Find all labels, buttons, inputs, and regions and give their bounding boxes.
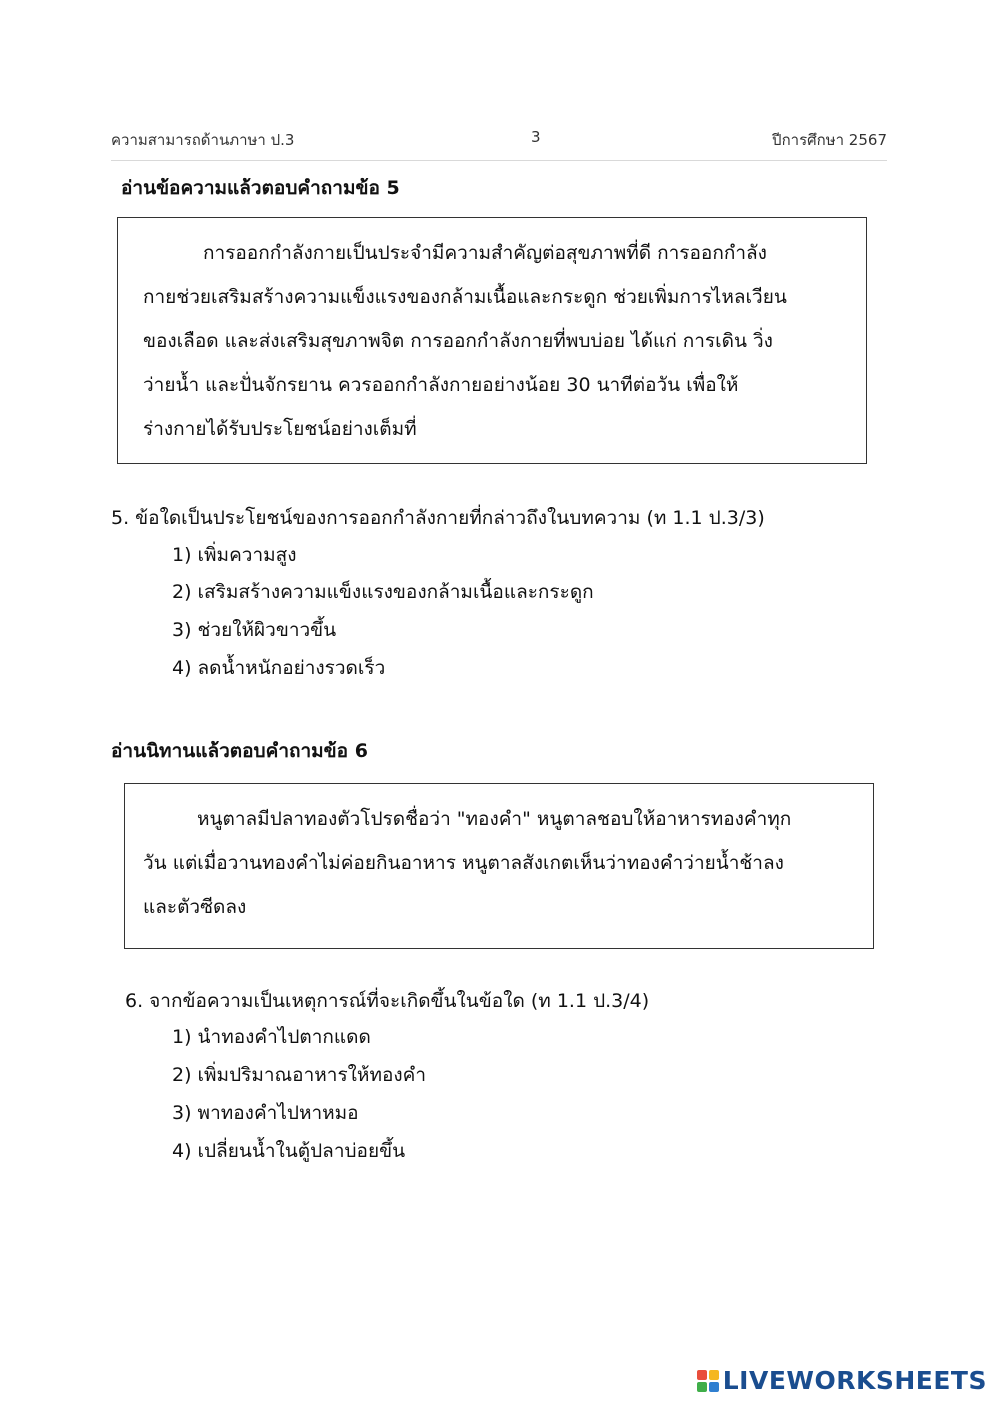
section-1-passage-box — [117, 217, 867, 464]
passage-line: วัน แต่เมื่อวานทองคำไม่ค่อยกินอาหาร หนูตาลสังเกตเห็นว่าทองคำว่ายน้ำช้าลง — [143, 852, 784, 874]
section-2-title: อ่านนิทานแล้วตอบคำถามข้อ 6 — [111, 740, 368, 762]
question-6: 6. จากข้อความเป็นเหตุการณ์ที่จะเกิดขึ้นในข้อใด (ท 1.1 ป.3/4) — [125, 990, 650, 1012]
brand-name: LIVEWORKSHEETS — [722, 1366, 987, 1395]
passage-line: การออกกำลังกายเป็นประจำมีความสำคัญต่อสุขภาพที่ดี การออกกำลัง — [203, 242, 767, 264]
passage-line: ร่างกายได้รับประโยชน์อย่างเต็มที่ — [143, 418, 417, 440]
passage-line: ว่ายน้ำ และปั่นจักรยาน ควรออกกำลังกายอย่างน้อย 30 นาทีต่อวัน เพื่อให้ — [143, 374, 739, 396]
question-5-option-4[interactable]: 4) ลดน้ำหนักอย่างรวดเร็ว — [172, 657, 386, 679]
liveworksheets-logo-icon — [697, 1370, 719, 1392]
question-5-option-3[interactable]: 3) ช่วยให้ผิวขาวขึ้น — [172, 619, 337, 641]
header-academic-year: ปีการศึกษา 2567 — [772, 131, 887, 149]
section-1-title: อ่านข้อความแล้วตอบคำถามข้อ 5 — [121, 177, 400, 199]
question-6-option-1[interactable]: 1) นำทองคำไปตากแดด — [172, 1026, 371, 1048]
question-6-option-3[interactable]: 3) พาทองคำไปหาหมอ — [172, 1102, 359, 1124]
passage-line: กายช่วยเสริมสร้างความแข็งแรงของกล้ามเนื้อและกระดูก ช่วยเพิ่มการไหลเวียน — [143, 286, 787, 308]
header-page-number: 3 — [531, 128, 541, 146]
question-6-option-4[interactable]: 4) เปลี่ยนน้ำในตู้ปลาบ่อยขึ้น — [172, 1140, 406, 1162]
liveworksheets-brand[interactable] — [697, 1366, 987, 1395]
question-5: 5. ข้อใดเป็นประโยชน์ของการออกกำลังกายที่กล่าวถึงในบทความ (ท 1.1 ป.3/3) — [111, 507, 765, 529]
question-6-option-2[interactable]: 2) เพิ่มปริมาณอาหารให้ทองคำ — [172, 1064, 427, 1086]
passage-line: หนูตาลมีปลาทองตัวโปรดชื่อว่า "ทองคำ" หนูตาลชอบให้อาหารทองคำทุก — [197, 808, 792, 830]
question-5-option-2[interactable]: 2) เสริมสร้างความแข็งแรงของกล้ามเนื้อและกระดูก — [172, 581, 594, 603]
header-subject: ความสามารถด้านภาษา ป.3 — [111, 131, 295, 149]
section-2-passage-box — [124, 783, 874, 949]
passage-line: ของเลือด และส่งเสริมสุขภาพจิต การออกกำลังกายที่พบบ่อย ได้แก่ การเดิน วิ่ง — [143, 330, 773, 352]
header-divider — [111, 160, 887, 161]
passage-line: และตัวซีดลง — [143, 896, 247, 918]
question-5-option-1[interactable]: 1) เพิ่มความสูง — [172, 544, 297, 566]
